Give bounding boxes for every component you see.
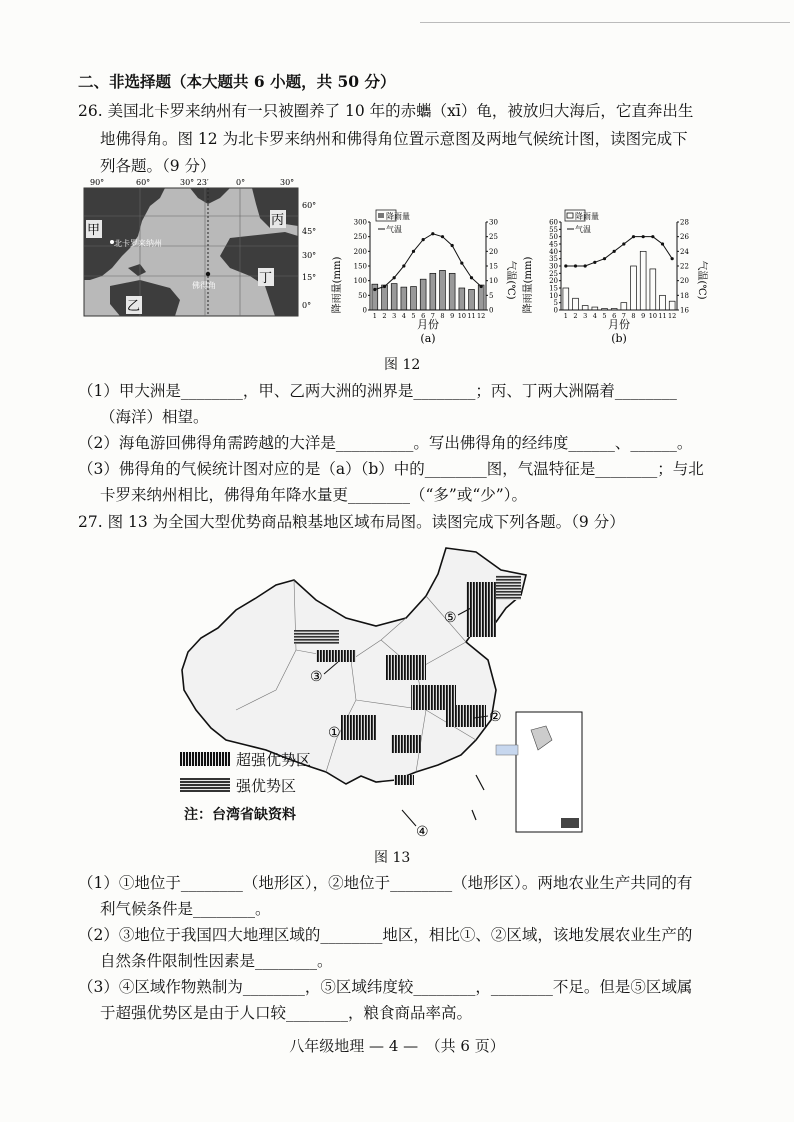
y-tick-label: 100	[353, 277, 367, 286]
y2-tick-label: 26	[680, 233, 689, 242]
y-tick-label: 55	[549, 225, 558, 234]
fig12-caption: 图 12	[384, 357, 421, 373]
region-3-super	[316, 650, 356, 662]
x-tick-label: 1	[372, 312, 377, 320]
temp-line	[375, 234, 481, 290]
temp-point	[402, 264, 405, 267]
rain-bar	[382, 285, 388, 310]
q26-text-1: 26. 美国北卡罗来纳州有一只被圈养了 10 年的赤蠵（xī）龟，被放归大海后，它直奔出生	[78, 102, 694, 120]
temp-point	[431, 232, 434, 235]
temp-point	[651, 235, 654, 238]
legend-a-temp: 气温	[386, 225, 402, 234]
temp-point	[613, 250, 616, 253]
x-tick-label: 1	[563, 312, 568, 320]
lat-label-30: 30°	[302, 251, 317, 260]
cv-label: 佛得角	[192, 281, 216, 290]
legend-a-rain-swatch	[378, 213, 384, 218]
y-tick-label: 5	[553, 299, 558, 308]
x-tick-label: 4	[592, 312, 597, 320]
top-rule	[420, 22, 790, 23]
world-map-figure	[80, 176, 335, 321]
x-tick-label: 10	[648, 312, 657, 320]
x-tick-label: 12	[668, 312, 677, 320]
temp-point	[480, 285, 483, 288]
x-tick-label: 6	[612, 312, 617, 320]
x-tick-label: 6	[421, 312, 426, 320]
rain-bar	[449, 273, 455, 310]
lat-label-15: 15°	[302, 273, 317, 282]
legend-strong-label: 强优势区	[236, 777, 297, 795]
temp-point	[632, 235, 635, 238]
south-china-sea-inset	[516, 712, 582, 832]
region-5-strong	[496, 575, 521, 600]
y2-tick-label: 0	[489, 306, 494, 315]
leader-4	[402, 810, 416, 826]
place-yi: 乙	[127, 299, 141, 314]
chart-b-temp	[564, 235, 674, 268]
chart-a-sublabel: (a)	[420, 332, 436, 345]
q27-p1: （1）①地位于________（地形区），②地位于________（地形区）。两地农业生产共同的有	[78, 874, 693, 892]
q27-text-1: 27. 图 13 为全国大型优势商品粮基地区域布局图。读图完成下列各题。（9 分）	[78, 513, 625, 531]
temp-point	[671, 257, 674, 260]
y2-tick-label: 18	[680, 291, 689, 300]
chart-a-y2label: 气温(℃)	[505, 260, 516, 300]
chart-b-ylabel: 降雨量(mm)	[523, 256, 534, 314]
marker-5: ⑤	[444, 610, 457, 626]
lat-label-45: 45°	[302, 227, 317, 236]
temp-point	[373, 288, 376, 291]
x-tick-label: 12	[477, 312, 486, 320]
x-tick-label: 9	[641, 312, 646, 320]
y-tick-label: 0	[362, 306, 367, 315]
y-tick-label: 10	[549, 291, 558, 300]
section-header: 二、非选择题（本大题共 6 小题，共 50 分）	[78, 72, 396, 91]
rain-bar	[459, 288, 465, 310]
region-huabei-super	[386, 655, 426, 680]
x-tick-label: 2	[382, 312, 387, 320]
rain-bar	[640, 251, 646, 310]
rain-bar	[621, 303, 627, 310]
lon-label-0: 0°	[236, 178, 246, 187]
temp-point	[574, 264, 577, 267]
q27-p3: （3）④区域作物熟制为________，⑤区域纬度较________，________不足。但是⑤区域属	[78, 978, 693, 996]
y2-tick-label: 22	[680, 262, 689, 271]
temp-point	[603, 257, 606, 260]
y-tick-label: 300	[353, 218, 367, 227]
temp-point	[451, 244, 454, 247]
q26-p1b: （海洋）相望。	[100, 408, 209, 426]
legend-super-label: 超强优势区	[236, 751, 312, 769]
y2-tick-label: 5	[489, 291, 494, 300]
q27-p2: （2）③地位于我国四大地理区域的________地区，相比①、②区域，该地发展农业生产的	[78, 926, 693, 944]
q26-p3: （3）佛得角的气候统计图对应的是（a）（b）中的________图，气温特征是________；与北	[78, 460, 704, 478]
legend-b-rain: 降雨量	[575, 212, 599, 221]
y2-tick-label: 10	[489, 277, 498, 286]
temp-point	[393, 276, 396, 279]
temp-point	[593, 261, 596, 264]
y-tick-label: 250	[353, 233, 367, 242]
x-tick-label: 7	[621, 312, 626, 320]
y-tick-label: 35	[549, 255, 558, 264]
island-mark-2	[472, 810, 476, 820]
legend-strong-swatch	[180, 778, 230, 792]
legend-b	[567, 211, 599, 234]
x-tick-label: 3	[583, 312, 588, 320]
marker-2: ②	[489, 709, 502, 725]
legend-a-rain: 降雨量	[386, 212, 410, 221]
q27-p3b: 于超强优势区是由于人口较________，粮食商品率高。	[100, 1004, 473, 1022]
rain-bar	[582, 306, 588, 310]
q26-text-3: 列各题。（9 分）	[100, 157, 216, 175]
temp-point	[422, 238, 425, 241]
rain-bar	[650, 269, 656, 310]
temp-line	[566, 237, 672, 266]
lat-label-0: 0°	[302, 301, 312, 310]
nc-label: 北卡罗来纳州	[114, 239, 162, 248]
island-mark-1	[476, 775, 484, 790]
temp-point	[383, 285, 386, 288]
y-tick-label: 30	[549, 262, 558, 271]
y-tick-label: 50	[549, 233, 558, 242]
q26-p1: （1）甲大洲是________，甲、乙两大洲的洲界是________；丙、丁两大洲隔着________	[78, 382, 677, 400]
rain-bar	[660, 295, 666, 310]
fig13-caption: 图 13	[374, 850, 411, 866]
chart-b-y2label: 气温(℃)	[696, 260, 707, 300]
rain-bar	[411, 287, 417, 310]
place-ding: 丁	[259, 271, 273, 286]
x-tick-label: 5	[411, 312, 416, 320]
region-4-super	[394, 775, 414, 785]
y-tick-label: 0	[553, 306, 558, 315]
y2-tick-label: 20	[489, 247, 498, 256]
chart-a-bars	[372, 270, 484, 310]
region-3-strong	[294, 630, 339, 644]
rain-bar	[469, 289, 475, 310]
marker-1: ①	[328, 725, 341, 741]
y-tick-label: 50	[358, 291, 367, 300]
legend-b-temp: 气温	[575, 225, 591, 234]
temp-point	[470, 276, 473, 279]
place-bing: 丙	[271, 213, 285, 228]
temp-point	[564, 264, 567, 267]
y2-tick-label: 24	[680, 247, 689, 256]
rain-bar	[430, 273, 436, 310]
y-tick-label: 15	[549, 284, 558, 293]
legend-b-rain-swatch	[567, 213, 573, 218]
region-2-super	[446, 705, 486, 727]
y-tick-label: 20	[549, 277, 558, 286]
x-tick-label: 3	[392, 312, 397, 320]
y2-tick-label: 30	[489, 218, 498, 227]
q26-p3b: 卡罗来纳州相比，佛得角年降水量更________（“多”或“少”）。	[100, 486, 527, 504]
x-tick-label: 9	[450, 312, 455, 320]
x-tick-label: 10	[457, 312, 466, 320]
rain-bar	[573, 298, 579, 310]
y-tick-label: 25	[549, 269, 558, 278]
lat-label-60: 60°	[302, 201, 317, 210]
y-tick-label: 45	[549, 240, 558, 249]
region-5-super	[466, 582, 496, 637]
climate-chart-a	[332, 210, 516, 345]
x-tick-label: 11	[658, 312, 667, 320]
chart-a-ylabel: 降雨量(mm)	[332, 256, 343, 314]
rain-bar	[563, 288, 569, 310]
x-tick-label: 7	[430, 312, 435, 320]
y2-tick-label: 20	[680, 277, 689, 286]
temp-point	[441, 235, 444, 238]
y-tick-label: 200	[353, 247, 367, 256]
small-legend-stamp	[496, 745, 518, 755]
y2-tick-label: 16	[680, 306, 689, 315]
q26-text-2: 地佛得角。图 12 为北卡罗来纳州和佛得角位置示意图及两地气候统计图，读图完成下	[100, 130, 688, 148]
page-footer: 八年级地理 — 4 — （共 6 页）	[289, 1037, 505, 1055]
x-tick-label: 4	[401, 312, 406, 320]
y-tick-label: 150	[353, 262, 367, 271]
chart-b-xlabel: 月份	[608, 318, 630, 331]
x-tick-label: 5	[602, 312, 607, 320]
temp-point	[622, 242, 625, 245]
temp-point	[661, 242, 664, 245]
y-tick-label: 60	[549, 218, 558, 227]
rain-bar	[631, 266, 637, 310]
y2-tick-label: 15	[489, 262, 498, 271]
chart-b-bars	[563, 251, 675, 310]
rain-bar	[440, 270, 446, 310]
lon-label-60: 60°	[136, 178, 151, 187]
marker-3: ③	[310, 669, 323, 685]
temp-point	[460, 261, 463, 264]
inset-scale	[561, 818, 579, 828]
legend-a	[378, 211, 410, 234]
rain-bar	[420, 279, 426, 310]
map-note: 注：台湾省缺资料	[184, 807, 296, 823]
lon-label-90: 90°	[90, 178, 105, 187]
rain-bar	[478, 285, 484, 310]
temp-point	[412, 250, 415, 253]
legend-super-swatch	[180, 752, 230, 766]
climate-chart-b	[523, 210, 707, 345]
chart-a-xlabel: 月份	[417, 318, 439, 331]
q27-p2b: 自然条件限制性因素是________。	[100, 952, 333, 970]
region-1-super	[341, 715, 376, 740]
y2-tick-label: 28	[680, 218, 689, 227]
y2-tick-label: 25	[489, 233, 498, 242]
temp-point	[584, 264, 587, 267]
chart-a-temp	[373, 232, 483, 291]
place-jia: 甲	[87, 223, 101, 238]
x-tick-label: 8	[631, 312, 636, 320]
lon-label-e30: 30°	[280, 178, 295, 187]
q27-p1b: 利气候条件是________。	[100, 900, 271, 918]
x-tick-label: 11	[467, 312, 476, 320]
y-tick-label: 40	[549, 247, 558, 256]
rain-bar	[401, 287, 407, 310]
rain-bar	[391, 284, 397, 310]
x-tick-label: 8	[440, 312, 445, 320]
cv-point	[206, 272, 210, 276]
temp-point	[642, 235, 645, 238]
x-tick-label: 2	[573, 312, 578, 320]
q26-p2: （2）海龟游回佛得角需跨越的大洋是__________。写出佛得角的经纬度______、______。	[78, 434, 693, 452]
region-central-super	[391, 735, 421, 753]
lon-label-30: 30° 23′	[180, 178, 209, 187]
marker-4: ④	[416, 824, 429, 840]
chart-b-ticks	[549, 219, 689, 321]
rain-bar	[669, 301, 675, 310]
chart-b-sublabel: (b)	[611, 332, 627, 345]
